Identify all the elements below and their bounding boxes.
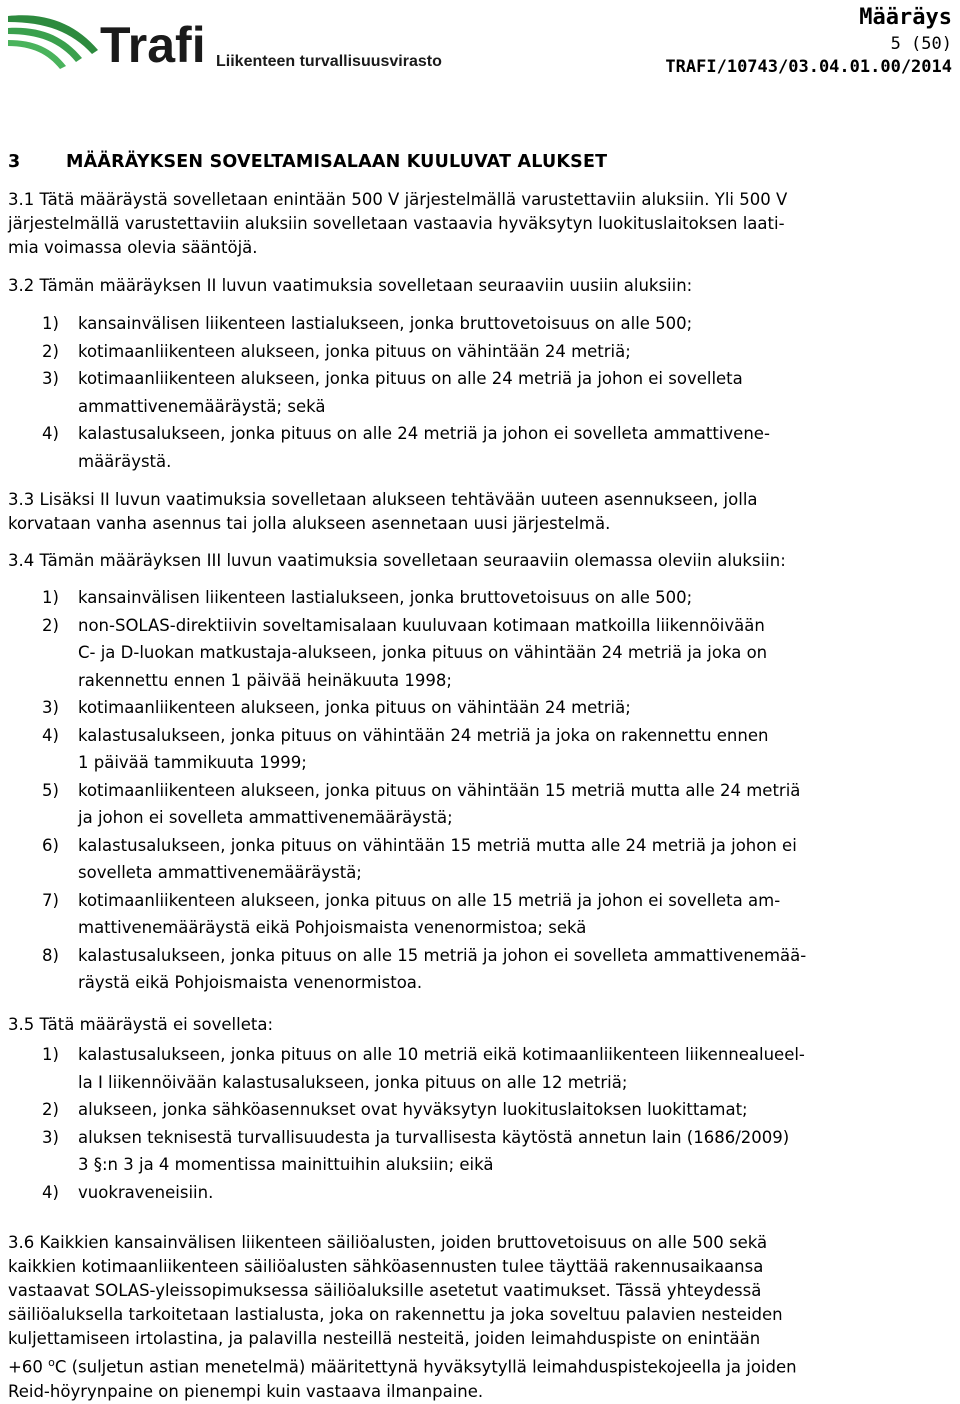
- trafi-logo: [6, 6, 442, 73]
- list-item: 2) alukseen, jonka sähköasennukset ovat hyväksytyn luokituslaitoksen luokittamat;: [42, 1100, 748, 1119]
- list-item: 4) kalastusalukseen, jonka pituus on vähintään 24 metriä ja joka on rakennettu ennen 1 päivää tammikuuta 1999;: [42, 725, 769, 772]
- list-item: 3) kotimaanliikenteen alukseen, jonka pituus on alle 24 metriä ja johon ei sovelleta ammattivenemääräystä; sekä: [42, 369, 743, 416]
- paragraph-3-3: [8, 488, 953, 536]
- list-item: 1) kansainvälisen liikenteen lastialukseen, jonka bruttovetoisuus on alle 500;: [42, 314, 693, 333]
- paragraph-3-1: [8, 188, 953, 260]
- list-3-5: [42, 1041, 957, 1206]
- list-item: 4) vuokraveneisiin.: [42, 1182, 214, 1202]
- trafi-swoosh-icon: [8, 15, 98, 69]
- list-3-4: [42, 584, 957, 997]
- list-item: 1) kalastusalukseen, jonka pituus on alle 10 metriä eikä kotimaanliikenteen liikennealueel- la I liikennöivään kalastusalukseen, jonka pituus on alle 12 metriä;: [42, 1045, 805, 1092]
- paragraph-3-5-intro: 3.5 Tätä määräystä ei sovelleta:: [8, 1015, 273, 1034]
- list-item: 6) kalastusalukseen, jonka pituus on vähintään 15 metriä mutta alle 24 metriä ja johon ei sovelleta ammattivenemääräystä;: [42, 835, 797, 882]
- section-title: MÄÄRÄYKSEN SOVELTAMISALAAN KUULUVAT ALUKSET: [66, 152, 608, 172]
- list-3-2: [42, 310, 957, 475]
- paragraph-3-2-intro: 3.2 Tämän määräyksen II luvun vaatimuksia sovelletaan seuraaviin uusiin aluksiin:: [8, 276, 693, 295]
- list-item: 2) kotimaanliikenteen alukseen, jonka pituus on vähintään 24 metriä;: [42, 341, 631, 361]
- agency-name: Liikenteen turvallisuusvirasto: [216, 53, 442, 70]
- list-item: 5) kotimaanliikenteen alukseen, jonka pituus on vähintään 15 metriä mutta alle 24 metriä ja johon ei sovelleta ammattivenemääräystä;: [42, 780, 801, 827]
- text-line: järjestelmällä varustettaviin aluksiin sovelletaan vastaavia hyväksytyn luokituslaitoksen laati-: [8, 214, 785, 233]
- paragraph-3-6: [8, 1231, 953, 1404]
- text-line: vastaavat SOLAS-yleissopimuksessa säiliöaluksille asetetut vaatimukset. Tässä yhteydessä: [8, 1281, 762, 1300]
- section-number: 3: [8, 152, 21, 172]
- text-line: 3.3 Lisäksi II luvun vaatimuksia sovelletaan alukseen tehtävään uuteen asennukseen, jolla: [8, 490, 758, 509]
- text-line: +60 $^o$C (suljetun astian menetelmä) määritettynä hyväksytyllä leimahduspistekojeella ja joiden: [8, 1356, 797, 1377]
- text-line: kuljettamiseen irtolastina, ja palavilla nesteillä nesteitä, joiden leimahduspiste on enintään: [8, 1329, 761, 1348]
- document-type: Määräys: [859, 5, 952, 30]
- page-number: 5 (50): [890, 34, 952, 54]
- list-item: 3) kotimaanliikenteen alukseen, jonka pituus on vähintään 24 metriä;: [42, 698, 631, 717]
- text-line: mia voimassa olevia sääntöjä.: [8, 238, 258, 257]
- text-line: 3.6 Kaikkien kansainvälisen liikenteen säiliöalusten, joiden bruttovetoisuus on alle 500 sekä: [8, 1233, 768, 1252]
- text-line: Reid-höyrynpaine on pienempi kuin vastaava ilmanpaine.: [8, 1381, 484, 1401]
- document-header-meta: [665, 4, 952, 78]
- list-item: 1) kansainvälisen liikenteen lastialukseen, jonka bruttovetoisuus on alle 500;: [42, 588, 693, 607]
- section-heading: [8, 152, 607, 172]
- brand-name: Trafi: [100, 17, 206, 73]
- list-item: 7) kotimaanliikenteen alukseen, jonka pituus on alle 15 metriä ja johon ei sovelleta am- mattivenemääräystä eikä Pohjoismaista venenormistoa; sekä: [42, 890, 781, 937]
- list-item: 2) non-SOLAS-direktiivin soveltamisalaan kuuluvaan kotimaan matkoilla liikennöivään C- ja D-luokan matkustaja-alukseen, jonka pituus on vähintään 24 metriä ja joka on rakennettu ennen 1 päivää heinäkuuta 1998;: [42, 615, 768, 690]
- paragraph-3-4-intro: 3.4 Tämän määräyksen III luvun vaatimuksia sovelletaan seuraaviin olemassa oleviin aluksiin:: [8, 551, 786, 570]
- text-line: säiliöaluksella tarkoitetaan lastialusta, joka on rakennettu ja joka soveltuu palavien nesteiden: [8, 1305, 783, 1324]
- text-line: korvataan vanha asennus tai jolla alukseen asennetaan uusi järjestelmä.: [8, 514, 611, 533]
- list-item: 8) kalastusalukseen, jonka pituus on alle 15 metriä ja johon ei sovelleta ammattivenemää- räystä eikä Pohjoismaista venenormistoa.: [42, 945, 807, 992]
- text-line: kaikkien kotimaanliikenteen säiliöalusten sähköasennusten tulee täyttää rakennusaikaansa: [8, 1257, 764, 1276]
- list-item: 4) kalastusalukseen, jonka pituus on alle 24 metriä ja johon ei sovelleta ammattivene- määräystä.: [42, 424, 770, 471]
- text-line: 3.1 Tätä määräystä sovelletaan enintään 500 V järjestelmällä varustettaviin aluksiin. Yli 500 V: [8, 190, 788, 209]
- document-reference: TRAFI/10743/03.04.01.00/2014: [665, 57, 952, 77]
- list-item: 3) aluksen teknisestä turvallisuudesta ja turvallisesta käytöstä annetun lain (1686/2009) 3 §:n 3 ja 4 momentissa mainittuihin aluksiin; eikä: [42, 1127, 790, 1174]
